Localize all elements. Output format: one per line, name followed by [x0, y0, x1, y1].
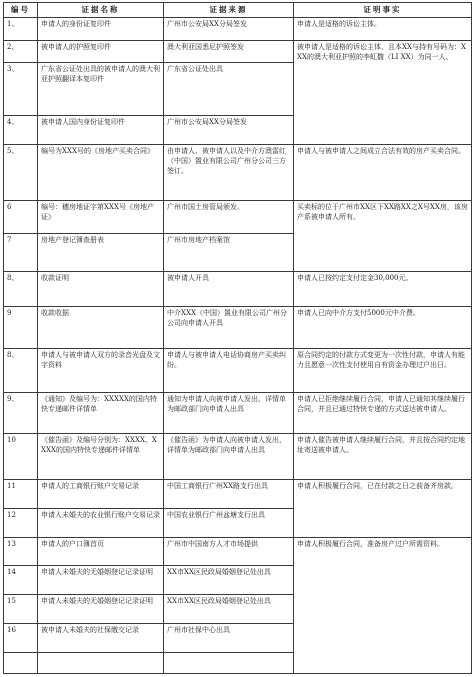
row-number: 2、 [4, 40, 38, 63]
proven-fact: 原合同约定的付款方式变更为一次性付款，申请人有能力且愿意一次性支付使用自有资金办理过户出日。 [294, 348, 472, 392]
evidence-name: 申请人未婚夫的无婚姻登记记录证明 [38, 565, 164, 594]
proven-fact: 申请人积极履行合同，已在付款之日之前备齐房款。 [294, 480, 472, 538]
evidence-name: 申请人的身份证复印件 [38, 17, 164, 40]
evidence-name: 房地产登记簿查册表 [38, 234, 164, 272]
table-row [4, 307, 472, 349]
empty-cell [164, 653, 294, 674]
evidence-name: 收款收据 [38, 307, 164, 349]
evidence-name: 申请人未婚夫的无婚姻登记记录证明 [38, 594, 164, 623]
row-number: 14 [4, 565, 38, 594]
evidence-source: 由申请人、被申请人以及中介方澳雷红（中国）置业有限公司广州分公司三方签订。 [164, 144, 294, 200]
evidence-name: 被申请人国内身份证复印件 [38, 115, 164, 144]
evidence-source: 被申请人开具 [164, 271, 294, 306]
evidence-source: 广州市公安局XX分局签发 [164, 115, 294, 144]
empty-cell [4, 653, 38, 674]
evidence-source: 广州市社保中心出具 [164, 623, 294, 652]
row-number: 1、 [4, 17, 38, 40]
row-number: 13 [4, 538, 38, 565]
evidence-source: 《催告函》为申请人向被申请人发出，详情单为邮政部门向申请人出具 [164, 434, 294, 480]
evidence-source: 中国工商银行广州XX路支行出具 [164, 480, 294, 509]
evidence-list-page [3, 2, 471, 674]
table-row [4, 480, 472, 509]
evidence-source: 广州市中国南方人才市场提供 [164, 538, 294, 565]
proven-fact: 买卖标的位于广州市XX区下XX路XX之X号XX房，该房产系被申请人所有。 [294, 200, 472, 271]
row-number: 12 [4, 509, 38, 538]
evidence-name: 被申请人的护照复印件 [38, 40, 164, 63]
row-number: 4、 [4, 115, 38, 144]
table-row [4, 538, 472, 565]
evidence-source: XX市XX区民政局婚姻登记处出具 [164, 565, 294, 594]
table-row [4, 17, 472, 40]
table-row [4, 40, 472, 63]
evidence-name: 被申请人未婚夫的社保缴交记录 [38, 623, 164, 652]
proven-fact: 申请人与被申请人之间成立合法有效的房产买卖合同。 [294, 144, 472, 200]
table-row [4, 144, 472, 200]
proven-fact: 申请人积极履行合同，准备房产过户所需资料。 [294, 538, 472, 674]
evidence-name: 《通知》及编号为：XXXXX的国内特快专递邮件详情单 [38, 392, 164, 434]
header-evidence-source: 证据来源 [164, 3, 294, 18]
evidence-source: 广州市公安局XX分局签发 [164, 17, 294, 40]
row-number: 10 [4, 434, 38, 480]
evidence-source: 广州市房地产档案馆 [164, 234, 294, 272]
row-number: 11 [4, 480, 38, 509]
evidence-source: 广东省公证处出具 [164, 63, 294, 115]
proven-fact: 申请人已向中介方支付5000元中介费。 [294, 307, 472, 349]
row-number: 9 [4, 307, 38, 349]
evidence-source: 中国农业银行广州盆塘支行出具 [164, 509, 294, 538]
row-number: 6 [4, 200, 38, 233]
evidence-name: 申请人与被申请人双方的录音光盘及文字资料 [38, 348, 164, 392]
empty-cell [38, 653, 164, 674]
evidence-source: 广州市国土房管局颁发。 [164, 200, 294, 233]
evidence-name: 编号为XXX号的《房地产买卖合同》 [38, 144, 164, 200]
evidence-name: 申请人的户口簿首页 [38, 538, 164, 565]
evidence-name: 申请人未婚夫的农业银行账户交易记录 [38, 509, 164, 538]
table-row [4, 200, 472, 233]
table-row [4, 392, 472, 434]
row-number: 3、 [4, 63, 38, 115]
proven-fact: 被申请人是适格的诉讼主体，且本XX与持有号码为：XXX的澳大利亚护照的李虹馥（LI XX）为同一人。 [294, 40, 472, 144]
proven-fact: 申请人是适格的诉讼主体。 [294, 17, 472, 40]
evidence-name: 申请人的工商银行账户交易记录 [38, 480, 164, 509]
header-row [4, 3, 472, 18]
evidence-name: 编号：穗房地证字第XXX号《房地产证》 [38, 200, 164, 233]
row-number: 8、 [4, 271, 38, 306]
evidence-table [3, 2, 472, 674]
row-number: 7 [4, 234, 38, 272]
header-number: 编号 [4, 3, 38, 18]
header-proven-fact: 证明事实 [294, 3, 472, 18]
row-number: 15 [4, 594, 38, 623]
proven-fact: 申请人催告被申请人继续履行合同，并且按合同约定地址寄送被申请人。 [294, 434, 472, 480]
evidence-source: 澳大利亚国悉尼护照签发 [164, 40, 294, 63]
evidence-source: XX市XX区民政局婚姻登记处出具 [164, 594, 294, 623]
table-row [4, 271, 472, 306]
evidence-source: 通知为申请人向被申请人发出，详情单为邮政部门向申请人出具 [164, 392, 294, 434]
evidence-source: 申请人与被申请人电话协商房产买卖纠纷。 [164, 348, 294, 392]
evidence-name: 广东省公证处出具的被申请人的澳大利亚护照翻译本复印件 [38, 63, 164, 115]
evidence-name: 《催告函》及编号分别为：XXXX、XXXX的国内特快专递邮件详情单 [38, 434, 164, 480]
row-number: 9、 [4, 392, 38, 434]
table-row [4, 348, 472, 392]
evidence-source: 中介XXX（中国）置业有限公司广州分公司向申请人开具 [164, 307, 294, 349]
row-number: 16 [4, 623, 38, 652]
proven-fact: 申请人已按约定支付定金30,000元。 [294, 271, 472, 306]
row-number: 8、 [4, 348, 38, 392]
proven-fact: 申请人已拒绝继续履行合同，申请人已通知其继续履行合同，并且已通过特快专递的方式送达被申请人。 [294, 392, 472, 434]
table-row [4, 434, 472, 480]
header-evidence-name: 证据名称 [38, 3, 164, 18]
row-number: 5、 [4, 144, 38, 200]
evidence-name: 收款证明 [38, 271, 164, 306]
